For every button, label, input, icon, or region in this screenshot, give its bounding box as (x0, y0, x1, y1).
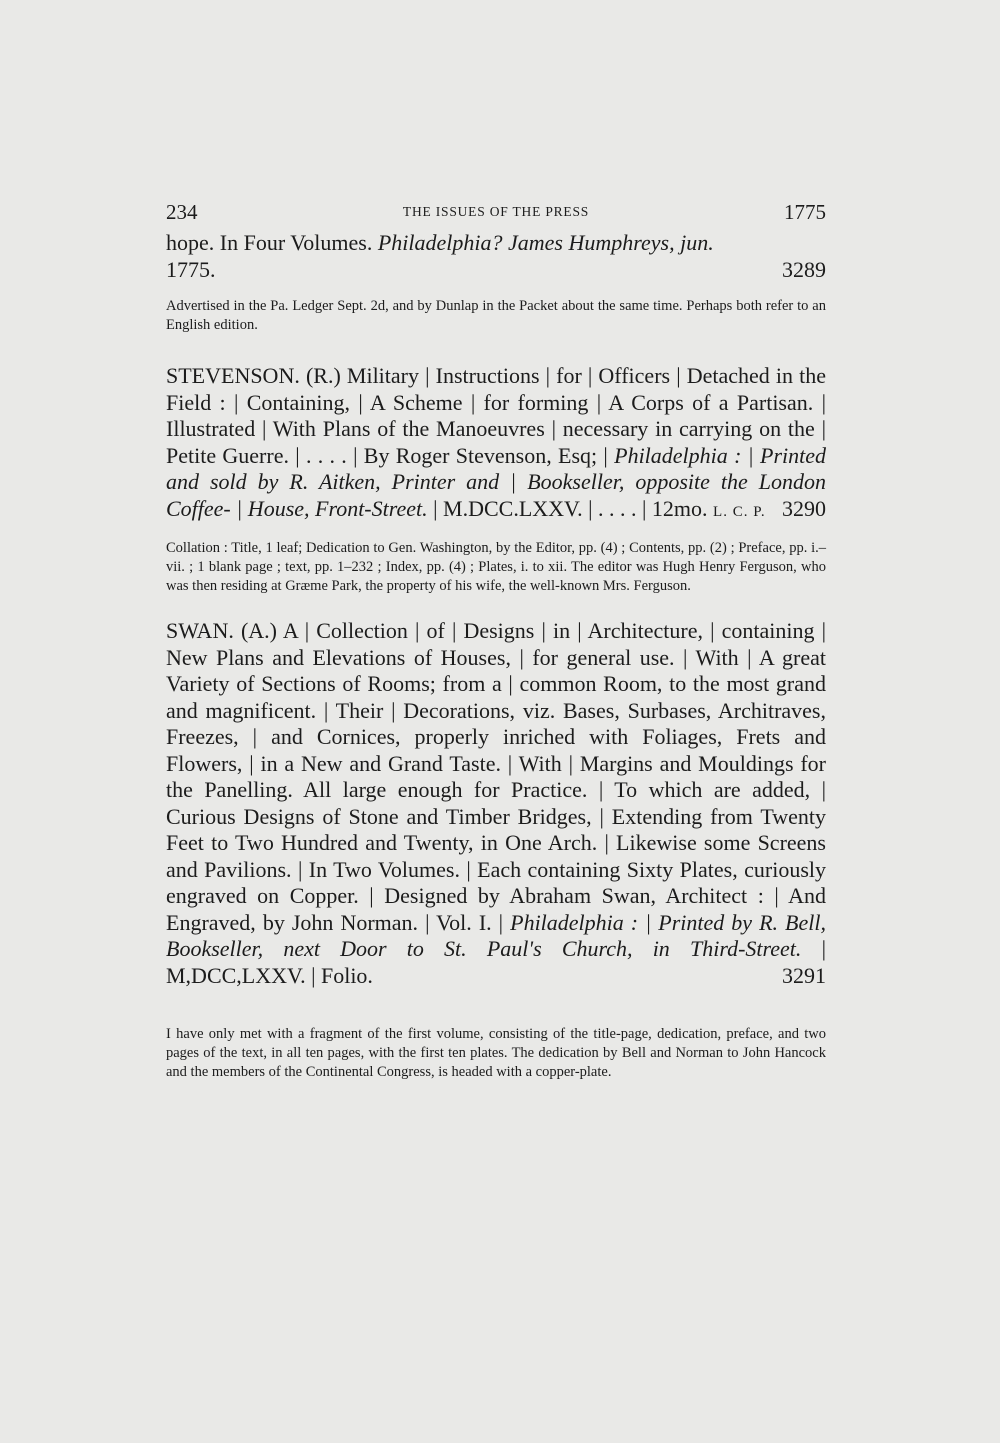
running-head (166, 196, 826, 230)
entry-3290-tail: | M.DCC.LXXV. | . . . . | 12mo. (427, 495, 714, 521)
page-number: 234 (166, 200, 198, 224)
entry-3291-tail: | M,DCC,LXXV. | Folio. (166, 936, 826, 988)
entry-3289-number: 3289 (782, 256, 826, 282)
running-year: 1775 (784, 200, 826, 224)
note-3291: I have only met with a fragment of the first volume, consisting of the title-page, dedication, preface, and two pages of the text, in all ten pages, with the first ten plates. The dedication by Bell and Norman to John Hancock and the members of the Continental Congress, is headed with a copper-plate. (166, 1026, 826, 1080)
entry-3291-number: 3291 (782, 962, 826, 988)
entry-3289 (166, 230, 826, 283)
entry-3291-imprint: Philadelphia : | Printed by R. Bell, Bookseller, next Door to St. Paul's Church, in Third-Street. (166, 909, 826, 961)
book-page (166, 196, 826, 1082)
entry-3291-text: SWAN. (A.) A | Collection | of | Designs | in | Architecture, | containing | New Plans and Elevations of Houses, | for general use. | With | A great Variety of Sections of Rooms; from a | common Room, to the most grand and magnificent. | Their | Decorations, viz. Bases, Surbases, Architraves, Freezes, | and Cornices, properly inriched with Foliages, Frets and Flowers, | in a New and Grand Taste. | With | Margins and Mouldings for the Panelling. All large enough for Practice. | To which are added, | Curious Designs of Stone and Timber Bridges, | Extending from Twenty Feet to Two Hundred and Twenty, in One Arch. | Likewise some Screens and Pavilions. | In Two Volumes. | Each containing Sixty Plates, curiously engraved on Copper. | Designed by Abraham Swan, Architect : | And Engraved, by John Norman. | Vol. I. | (166, 618, 826, 935)
entry-3290-imprint: Philadelphia : | Printed and sold by R. Aitken, Printer and | Bookseller, opposite the London Coffee- | House, Front-Street. (166, 442, 827, 521)
entry-3289-text: hope. In Four Volumes. (166, 230, 378, 255)
entry-3290-location: L. C. P. (713, 503, 766, 520)
entry-3290 (166, 363, 826, 525)
running-title: THE ISSUES OF THE PRESS (402, 204, 590, 219)
entry-3290-number: 3290 (782, 495, 826, 521)
entry-3289-imprint: Philadelphia? James Humphreys, jun. (377, 230, 714, 255)
entry-3290-text: STEVENSON. (R.) Military | Instructions | for | Officers | Detached in the Field : | Containing, | A Scheme | for forming | A Corps of a Partisan. | Illustrated | With Plans of the Manoeuvres | necessary in carrying on the | Petite Guerre. | . . . . | By Roger Stevenson, Esq; | (166, 363, 826, 468)
entry-3291 (166, 618, 826, 989)
entry-3289-year: 1775. (166, 256, 216, 282)
note-3290: Collation : Title, 1 leaf; Dedication to Gen. Washington, by the Editor, pp. (4) ; Contents, pp. (2) ; Preface, pp. i.–vii. ; 1 blank page ; text, pp. 1–232 ; Index, pp. (4) ; Plates, i. to xii. The editor was Hugh Henry Ferguson, who was then residing at Græme Park, the property of his wife, the well-known Mrs. Ferguson. (166, 540, 826, 594)
note-3289: Advertised in the Pa. Ledger Sept. 2d, and by Dunlap in the Packet about the same time. Perhaps both refer to an English edition. (166, 298, 826, 333)
